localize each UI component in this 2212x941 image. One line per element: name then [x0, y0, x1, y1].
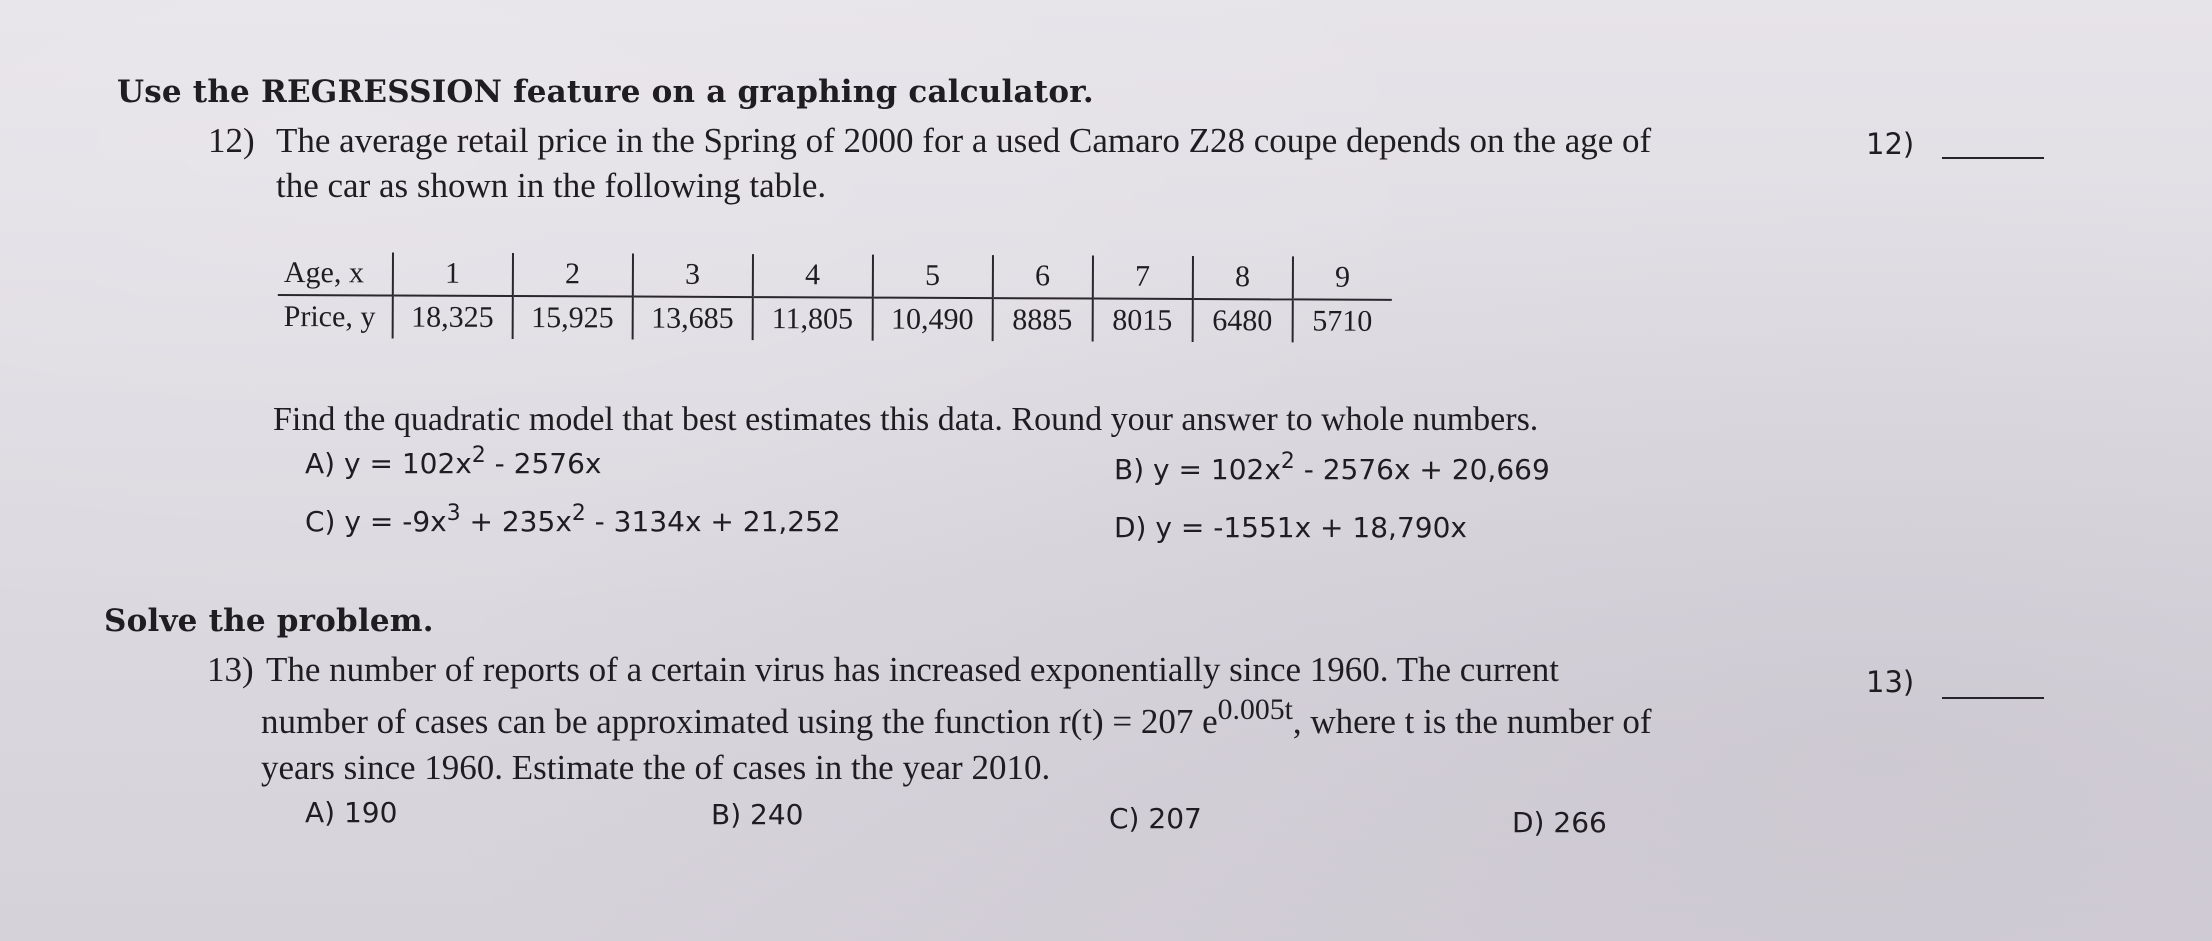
choice-text: y = -1551x + 18,790x	[1155, 511, 1467, 544]
table-cell-age: 1	[392, 253, 512, 297]
question-13-text-line2: number of cases can be approximated using the function r(t) = 207 $e^{0.005t}$, where t is the number of	[261, 692, 1652, 741]
table-row-price	[278, 295, 1392, 343]
section-heading-regression: Use the REGRESSION feature on a graphing calculator.	[117, 74, 1094, 110]
table-cell-price: 15,925	[512, 296, 632, 340]
section-heading-solve: Solve the problem.	[104, 603, 434, 639]
table-cell-age: 5	[872, 255, 992, 299]
table-cell-price: 8015	[1092, 299, 1192, 342]
answer-blank-13[interactable]	[1942, 697, 2044, 699]
choice-label: C)	[1109, 802, 1140, 835]
choice-13-a[interactable]	[305, 796, 397, 829]
question-13-text-line1: The number of reports of a certain virus has increased exponentially since 1960. The current	[266, 650, 1559, 689]
choice-12-a[interactable]	[305, 442, 602, 480]
choice-text: 266	[1553, 806, 1607, 839]
choice-12-b[interactable]	[1114, 448, 1550, 486]
choice-12-d[interactable]	[1114, 511, 1467, 544]
answer-label-12: 12)	[1866, 127, 1915, 161]
table-cell-age: 6	[992, 255, 1092, 298]
answer-label-13: 13)	[1866, 665, 1915, 699]
table-cell-price: 8885	[992, 298, 1092, 341]
age-price-table	[278, 252, 1392, 343]
choice-label: D)	[1512, 806, 1545, 839]
question-13-number: 13)	[207, 650, 254, 689]
table-cell-age: 9	[1292, 256, 1391, 299]
table-cell-price: 13,685	[632, 297, 752, 341]
choice-12-c[interactable]	[305, 500, 841, 538]
choice-label: A)	[305, 447, 336, 480]
choice-label: B)	[711, 798, 742, 831]
question-12-number: 12)	[208, 121, 255, 160]
choice-text: $y = 102x^2 - 2576x + 20,669$	[1153, 448, 1550, 486]
choice-label: C)	[305, 505, 336, 538]
table-header-price: Price, y	[283, 300, 376, 334]
table-cell-age: 8	[1192, 256, 1292, 299]
choice-13-b[interactable]	[711, 798, 804, 831]
choice-text: $y = -9x^3 + 235x^2 - 3134x + 21,252$	[344, 500, 841, 538]
choice-label: B)	[1114, 453, 1145, 486]
answer-blank-12[interactable]	[1942, 157, 2044, 159]
choice-text: 240	[750, 798, 804, 831]
table-header-age: Age, x	[278, 252, 393, 295]
table-cell-price: 6480	[1192, 299, 1292, 342]
table-cell-age: 7	[1092, 256, 1192, 299]
question-12-text-line2: the car as shown in the following table.	[276, 166, 827, 205]
choice-label: D)	[1114, 511, 1147, 544]
choice-label: A)	[305, 796, 336, 829]
table-cell-age: 2	[512, 253, 632, 297]
table-cell-age: 4	[752, 254, 872, 298]
choice-text: 190	[343, 796, 398, 829]
choice-text: 207	[1148, 802, 1202, 835]
table-row-age	[278, 252, 1392, 300]
table-cell-age: 3	[632, 254, 752, 298]
table-cell-price: 5710	[1292, 299, 1391, 342]
table-cell-price: 11,805	[752, 297, 872, 341]
choice-13-d[interactable]	[1512, 806, 1607, 839]
table-cell-price: 10,490	[872, 298, 992, 342]
question-13-text-line3: years since 1960. Estimate the of cases in the year 2010.	[261, 748, 1051, 787]
choice-text: $y = 102x^2 - 2576x$	[343, 442, 602, 480]
choice-13-c[interactable]	[1109, 802, 1202, 835]
question-12-text-line1: The average retail price in the Spring of 2000 for a used Camaro Z28 coupe depends on the age of	[276, 121, 1652, 160]
question-12-prompt: Find the quadratic model that best estimates this data. Round your answer to whole numbers.	[273, 401, 1539, 438]
table-cell-price: 18,325	[392, 295, 512, 339]
